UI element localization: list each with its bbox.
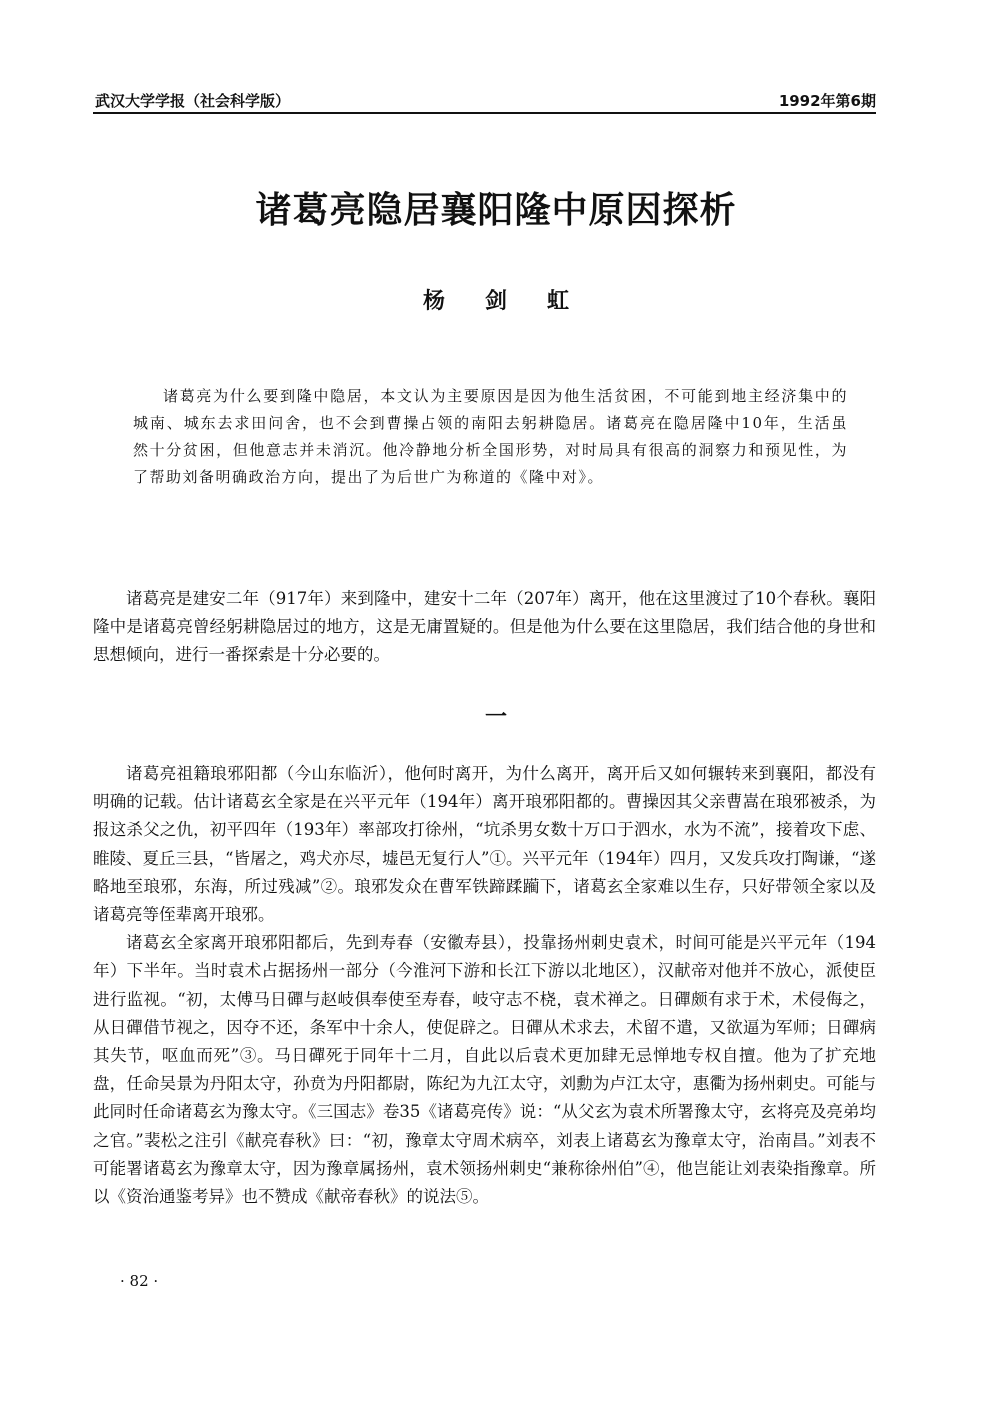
introduction (93, 585, 876, 669)
article-author: 杨剑虹 (422, 288, 609, 314)
abstract (133, 383, 848, 491)
body-paragraph: 诸葛玄全家离开琅邪阳都后，先到寿春（安徽寿县），投靠扬州刺史袁术，时间可能是兴平元年（194年）下半年。当时袁术占据扬州一部分（今淮河下游和长江下游以北地区），汉献帝对他并不放心，派使臣进行监视。“初，太傅马日磾与赵岐俱奉使至寿春，岐守志不桡，袁术禅之。日磾颇有求于术，术侵侮之，从日磾借节视之，因夺不还，条军中十余人，使促辟之。日磾从术求去，术留不遣，又欲逼为军师；日磾病其失节，呕血而死”③。马日磾死于同年十二月，自此以后袁术更加肆无忌惮地专权自擅。他为了扩充地盘，任命吴景为丹阳太守，孙贲为丹阳都尉，陈纪为九江太守，刘勳为卢江太守，惠衢为扬州刺史。可能与此同时任命诸葛玄为豫太守。《三国志》卷35《诸葛亮传》说：“从父玄为袁术所署豫太守，玄将亮及亮弟均之官。”裴松之注引《献亮春秋》曰：“初，豫章太守周术病卒，刘表上诸葛玄为豫章太守，治南昌。”刘表不可能署诸葛玄为豫章太守，因为豫章属扬州，袁术领扬州刺史“兼称徐州伯”④，他岂能让刘表染指豫章。所以《资治通鉴考异》也不赞成《献帝春秋》的说法⑤。 (93, 933, 876, 1207)
issue-number: 1992年第6期 (778, 92, 876, 110)
body-paragraph: 诸葛亮祖籍琅邪阳都（今山东临沂），他何时离开，为什么离开，离开后又如何辗转来到襄阳，都没有明确的记载。估计诸葛玄全家是在兴平元年（194年）离开琅邪阳都的。曹操因其父亲曹嵩在琅邪被杀，为报这杀父之仇，初平四年（193年）率部攻打徐州，“坑杀男女数十万口于泗水，水为不流”，接着攻下虑、睢陵、夏丘三县，“皆屠之，鸡犬亦尽，墟邑无复行人”①。兴平元年（194年）四月，又发兵攻打陶谦，“遂略地至琅邪，东海，所过残减”②。琅邪发众在曹军铁蹄蹂躏下，诸葛玄全家难以生存，只好带领全家以及诸葛亮等侄辈离开琅邪。 (93, 764, 876, 925)
journal-name: 武汉大学学报（社会科学版） (95, 92, 291, 110)
abstract-text: 诸葛亮为什么要到隆中隐居，本文认为主要原因是因为他生活贫困，不可能到地主经济集中的城南、城东去求田问舍，也不会到曹操占领的南阳去躬耕隐居。诸葛亮在隐居隆中10年，生活虽然十分贫困，但他意志并未消沉。他冷静地分析全国形势，对时局具有很高的洞察力和预见性，为了帮助刘备明确政治方向，提出了为后世广为称道的《隆中对》。 (133, 387, 848, 486)
intro-paragraph: 诸葛亮是建安二年（917年）来到隆中，建安十二年（207年）离开，他在这里渡过了10个春秋。襄阳隆中是诸葛亮曾经躬耕隐居过的地方，这是无庸置疑的。但是他为什么要在这里隐居，我们结合他的身世和思想倾向，进行一番探索是十分必要的。 (93, 589, 876, 664)
running-header (93, 88, 876, 114)
article-title: 诸葛亮隐居襄阳隆中原因探析 (255, 189, 737, 231)
section-number: 一 (484, 704, 507, 730)
page-number: · 82 · (120, 1272, 159, 1290)
body-text (93, 760, 876, 1211)
